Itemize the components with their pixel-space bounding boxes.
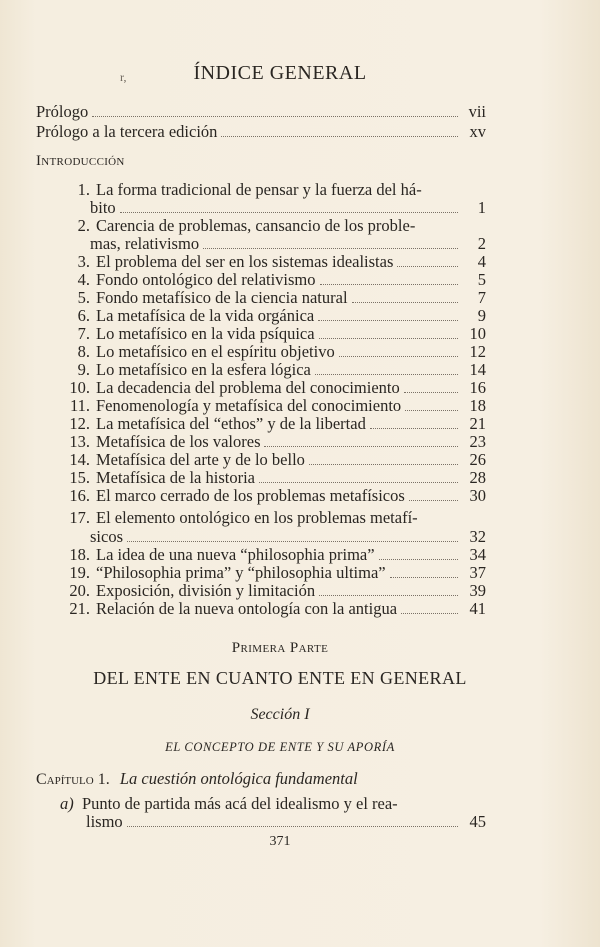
entry-page: 37 xyxy=(469,563,486,582)
toc-entry-6[interactable] xyxy=(56,307,486,325)
entry-label: El problema del ser en los sistemas idealistas xyxy=(96,252,394,271)
section-label: Sección I xyxy=(250,706,310,723)
toc-entry-21[interactable] xyxy=(56,600,486,618)
leader-dots xyxy=(397,255,458,267)
entry-label: La metafísica de la vida orgánica xyxy=(96,306,315,325)
entry-number: 1. xyxy=(77,180,90,199)
entry-label-cont: lismo xyxy=(86,812,123,831)
entry-label: El elemento ontológico en los problemas metafí- xyxy=(96,508,418,527)
leader-dots xyxy=(370,417,458,429)
leader-dots xyxy=(92,105,458,117)
leader-dots xyxy=(339,345,458,357)
entry-label: “Philosophia prima” y “philosophia ultima” xyxy=(96,563,386,582)
entry-label: Fondo ontológico del relativismo xyxy=(96,270,316,289)
entry-page: vii xyxy=(468,102,486,121)
entry-number: 11. xyxy=(69,396,90,415)
entry-page: 10 xyxy=(469,324,486,343)
leader-dots xyxy=(409,489,458,501)
chapter-label: Capítulo 1. xyxy=(36,771,110,788)
toc-entry-2-line1[interactable] xyxy=(64,217,415,235)
chapter-entry-a-line1[interactable] xyxy=(60,795,398,813)
entry-number: 12. xyxy=(69,414,90,433)
toc-entry-10[interactable] xyxy=(56,379,486,397)
entry-label: Prólogo xyxy=(36,102,89,121)
entry-number: 21. xyxy=(69,599,90,618)
entry-number: 7. xyxy=(77,324,90,343)
entry-number: 16. xyxy=(69,486,90,505)
entry-label: Metafísica del arte y de lo bello xyxy=(96,450,305,469)
entry-page: 16 xyxy=(469,378,486,397)
leader-dots xyxy=(319,327,458,339)
entry-label: Fondo metafísico de la ciencia natural xyxy=(96,288,348,307)
entry-letter: a) xyxy=(60,794,74,813)
entry-page: 7 xyxy=(477,288,486,307)
leader-dots xyxy=(120,201,458,213)
toc-entry-9[interactable] xyxy=(56,361,486,379)
toc-entry-17-line1[interactable] xyxy=(56,509,418,527)
toc-entry-1-line2[interactable] xyxy=(90,199,486,217)
entry-label: Carencia de problemas, cansancio de los proble- xyxy=(96,216,416,235)
entry-number: 6. xyxy=(77,306,90,325)
leader-dots xyxy=(405,399,458,411)
entry-label: Lo metafísico en la esfera lógica xyxy=(96,360,311,379)
page-title: ÍNDICE GENERAL xyxy=(193,62,367,84)
entry-label: Exposición, división y limitación xyxy=(96,581,316,600)
entry-number: 14. xyxy=(69,450,90,469)
entry-label: La decadencia del problema del conocimiento xyxy=(96,378,400,397)
leader-dots xyxy=(309,453,458,465)
entry-page: 23 xyxy=(469,432,486,451)
toc-entry-11[interactable] xyxy=(56,397,486,415)
toc-entry-14[interactable] xyxy=(56,451,486,469)
leader-dots xyxy=(401,602,458,614)
toc-entry-19[interactable] xyxy=(56,564,486,582)
page-number: 371 xyxy=(269,834,291,849)
entry-label: Fenomenología y metafísica del conocimiento xyxy=(96,396,402,415)
leader-dots xyxy=(127,530,458,542)
entry-page: 28 xyxy=(469,468,486,487)
entry-label: La forma tradicional de pensar y la fuerza del há- xyxy=(96,180,422,199)
toc-entry-20[interactable] xyxy=(56,582,486,600)
leader-dots xyxy=(259,471,458,483)
entry-page: 41 xyxy=(469,599,486,618)
leader-dots xyxy=(221,125,458,137)
entry-page: 45 xyxy=(469,812,486,831)
toc-entry-12[interactable] xyxy=(56,415,486,433)
entry-number: 8. xyxy=(77,342,90,361)
leader-dots xyxy=(318,309,458,321)
entry-label: Prólogo a la tercera edición xyxy=(36,122,218,141)
entry-page: 34 xyxy=(469,545,486,564)
entry-label: Punto de partida más acá del idealismo y el rea- xyxy=(82,794,398,813)
entry-number: 5. xyxy=(77,288,90,307)
entry-label: La metafísica del “ethos” y de la libertad xyxy=(96,414,366,433)
entry-label: Metafísica de los valores xyxy=(96,432,261,451)
toc-entry-1-line1[interactable] xyxy=(64,181,422,199)
entry-page: 1 xyxy=(477,198,486,217)
entry-number: 13. xyxy=(69,432,90,451)
leader-dots xyxy=(390,566,458,578)
part-title: DEL ENTE EN CUANTO ENTE EN GENERAL xyxy=(93,668,467,688)
entry-page: 26 xyxy=(469,450,486,469)
entry-page: 2 xyxy=(477,234,486,253)
entry-label: Relación de la nueva ontología con la antigua xyxy=(96,599,398,618)
toc-entry-15[interactable] xyxy=(56,469,486,487)
leader-dots xyxy=(203,237,458,249)
entry-page: 5 xyxy=(477,270,486,289)
entry-page: 4 xyxy=(477,252,486,271)
entry-number: 18. xyxy=(69,545,90,564)
toc-entry-18[interactable] xyxy=(56,546,486,564)
chapter-title: La cuestión ontológica fundamental xyxy=(119,769,358,788)
toc-entry-8[interactable] xyxy=(56,343,486,361)
entry-label: El marco cerrado de los problemas metafísicos xyxy=(96,486,405,505)
entry-number: 3. xyxy=(77,252,90,271)
chapter-entry-a-line2[interactable] xyxy=(86,813,486,831)
entry-label: Lo metafísico en el espíritu objetivo xyxy=(96,342,335,361)
entry-number: 2. xyxy=(77,216,90,235)
section-title: EL CONCEPTO DE ENTE Y SU APORÍA xyxy=(165,740,395,754)
toc-entry-7[interactable] xyxy=(56,325,486,343)
toc-entry-3[interactable] xyxy=(56,253,486,271)
leader-dots xyxy=(320,273,458,285)
toc-entry-17-line2[interactable] xyxy=(90,528,486,546)
leader-dots xyxy=(127,815,458,827)
entry-label-cont: bito xyxy=(90,198,116,217)
chapter-heading[interactable] xyxy=(36,770,358,789)
entry-number: 17. xyxy=(69,508,90,527)
entry-page: 14 xyxy=(469,360,486,379)
entry-page: 18 xyxy=(469,396,486,415)
entry-number: 10. xyxy=(69,378,90,397)
entry-page: 30 xyxy=(469,486,486,505)
entry-label: Metafísica de la historia xyxy=(96,468,255,487)
toc-entry-2-line2[interactable] xyxy=(90,235,486,253)
entry-label-cont: sicos xyxy=(90,527,123,546)
entry-label-cont: mas, relativismo xyxy=(90,234,200,253)
entry-label: La idea de una nueva “philosophia prima” xyxy=(96,545,375,564)
stray-mark: r, xyxy=(120,70,127,84)
leader-dots xyxy=(379,548,458,560)
toc-entry-prologo-tercera[interactable] xyxy=(36,123,486,141)
entry-page: 32 xyxy=(469,527,486,546)
entry-page: 39 xyxy=(469,581,486,600)
entry-page: 12 xyxy=(469,342,486,361)
part-label: Primera Parte xyxy=(231,640,329,656)
toc-entry-16[interactable] xyxy=(56,487,486,505)
entry-number: 19. xyxy=(69,563,90,582)
leader-dots xyxy=(319,584,458,596)
toc-entry-5[interactable] xyxy=(56,289,486,307)
section-heading-introduccion: Introducción xyxy=(36,153,125,169)
entry-page: 9 xyxy=(477,306,486,325)
leader-dots xyxy=(315,363,458,375)
leader-dots xyxy=(404,381,458,393)
toc-entry-4[interactable] xyxy=(56,271,486,289)
leader-dots xyxy=(352,291,458,303)
entry-number: 15. xyxy=(69,468,90,487)
entry-label: Lo metafísico en la vida psíquica xyxy=(96,324,315,343)
entry-number: 20. xyxy=(69,581,90,600)
entry-page: 21 xyxy=(469,414,486,433)
leader-dots xyxy=(264,435,458,447)
entry-number: 9. xyxy=(77,360,90,379)
toc-entry-prologo[interactable] xyxy=(36,103,486,121)
toc-entry-13[interactable] xyxy=(56,433,486,451)
entry-number: 4. xyxy=(77,270,90,289)
entry-page: xv xyxy=(469,122,486,141)
